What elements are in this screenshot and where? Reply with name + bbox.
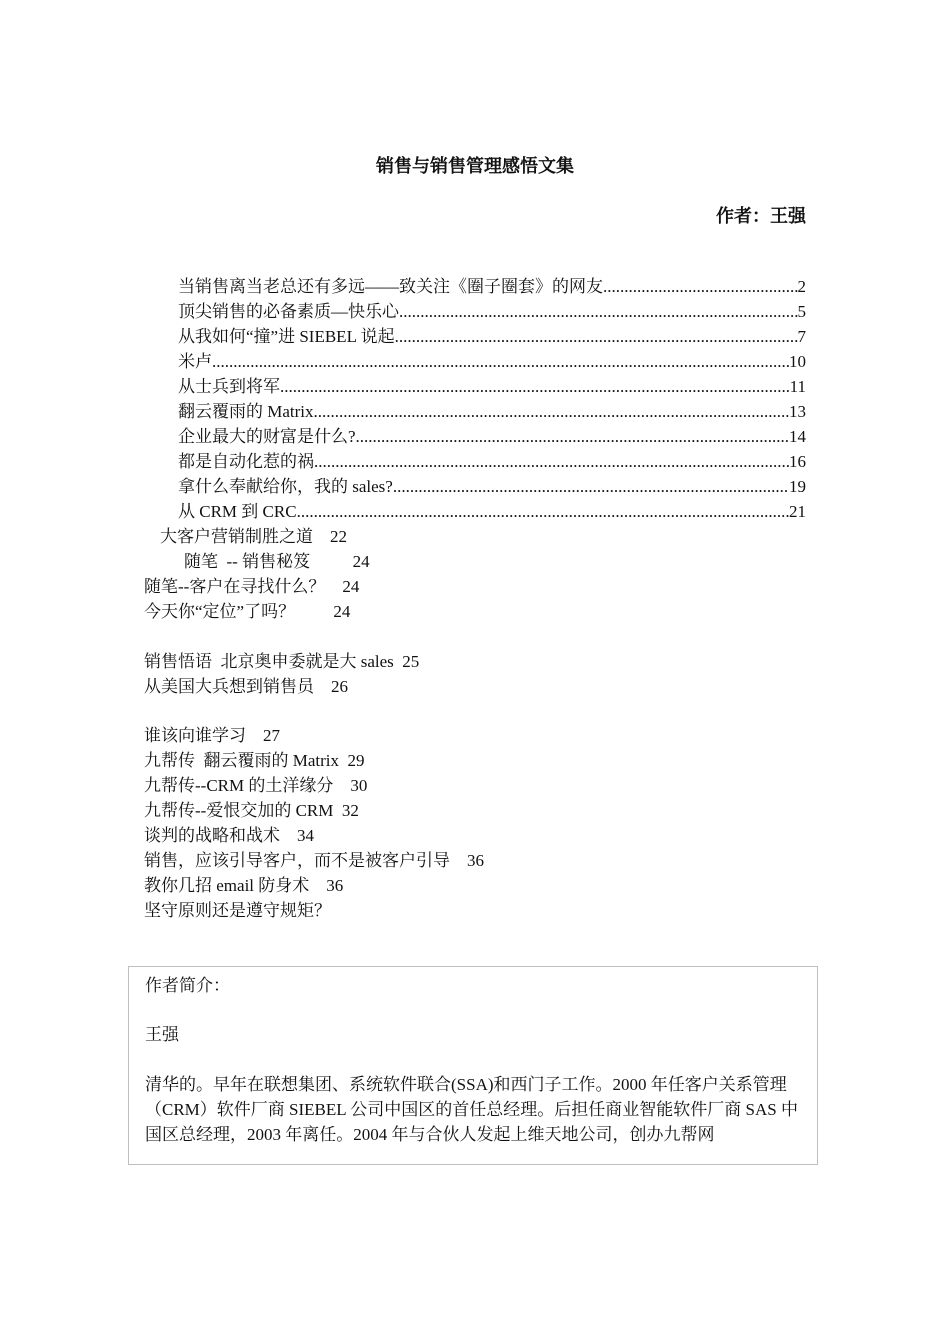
toc-entry-page: 10 xyxy=(789,352,806,371)
toc-entry[interactable] xyxy=(178,449,806,474)
article-line: 大客户营销制胜之道 22 xyxy=(160,527,347,546)
toc-entry-title: 翻云覆雨的 Matrix xyxy=(178,402,314,421)
article-line: 从美国大兵想到销售员 26 xyxy=(144,677,348,696)
article-line: 坚守原则还是遵守规矩？ xyxy=(144,901,331,920)
toc-entry-title: 从我如何“撞”进 SIEBEL 说起 xyxy=(178,327,395,346)
toc-leader-dots xyxy=(297,499,789,524)
toc-entry[interactable] xyxy=(178,374,806,399)
toc-leader-dots xyxy=(314,449,789,474)
article-line: 教你几招 email 防身术 36 xyxy=(144,876,344,895)
toc-entry-title: 企业最大的财富是什么? xyxy=(178,427,356,446)
article-line: 今天你“定位”了吗？ 24 xyxy=(144,602,351,621)
toc-leader-dots xyxy=(314,399,789,424)
author-line: 作者：王强 xyxy=(716,206,806,227)
toc-leader-dots xyxy=(393,474,789,499)
article-line: 九帮传--CRM 的土洋缘分 30 xyxy=(144,776,368,795)
toc-entry-page: 11 xyxy=(789,377,806,396)
toc-entry[interactable] xyxy=(178,474,806,499)
toc-entry[interactable] xyxy=(178,424,806,449)
toc-entry-title: 顶尖销售的必备素质—快乐心 xyxy=(178,302,399,321)
toc-entry-title: 米卢 xyxy=(178,352,212,371)
article-line: 销售悟语 北京奥申委就是大 sales 25 xyxy=(144,652,420,671)
toc-leader-dots xyxy=(399,299,798,324)
toc-entry-page: 2 xyxy=(797,277,806,296)
toc-leader-dots xyxy=(280,374,790,399)
toc-entry-page: 14 xyxy=(789,427,806,446)
toc-entry-page: 16 xyxy=(789,452,806,471)
toc-entry[interactable] xyxy=(178,349,806,374)
toc-entry-title: 从 CRM 到 CRC xyxy=(178,502,297,521)
toc-leader-dots xyxy=(395,324,798,349)
table-of-contents xyxy=(178,274,806,524)
toc-leader-dots xyxy=(212,349,789,374)
article-line: 谁该向谁学习 27 xyxy=(144,726,280,745)
toc-entry-page: 21 xyxy=(789,502,806,521)
article-line: 九帮传 翻云覆雨的 Matrix 29 xyxy=(144,751,365,770)
article-line: 随笔--客户在寻找什么？ 24 xyxy=(144,577,360,596)
toc-leader-dots xyxy=(356,424,789,449)
toc-entry-title: 从士兵到将军 xyxy=(178,377,280,396)
toc-entry[interactable] xyxy=(178,299,806,324)
toc-entry-title: 拿什么奉献给你，我的 sales? xyxy=(178,477,393,496)
article-line: 随笔 -- 销售秘笈 24 xyxy=(184,552,370,571)
article-line: 销售，应该引导客户，而不是被客户引导 36 xyxy=(144,851,484,870)
bio-name: 王强 xyxy=(145,1025,179,1045)
toc-leader-dots xyxy=(603,274,798,299)
toc-entry[interactable] xyxy=(178,274,806,299)
author-bio-box xyxy=(128,966,818,1165)
toc-entry-page: 5 xyxy=(797,302,806,321)
bio-label: 作者简介： xyxy=(145,976,230,995)
document-title: 销售与销售管理感悟文集 xyxy=(376,156,574,177)
toc-entry[interactable] xyxy=(178,324,806,349)
toc-entry-page: 19 xyxy=(789,477,806,496)
toc-entry-title: 都是自动化惹的祸 xyxy=(178,452,314,471)
toc-entry[interactable] xyxy=(178,399,806,424)
bio-text: 清华的。早年在联想集团、系统软件联合(SSA)和西门子工作。2000 年任客户关系管理（CRM）软件厂商 SIEBEL 公司中国区的首任总经理。后担任商业智能软件厂商 SAS 中国区总经理，2003 年离任。2004 年与合伙人发起上维天地公司，创办九帮网 xyxy=(145,1075,798,1144)
article-line: 九帮传--爱恨交加的 CRM 32 xyxy=(144,801,359,820)
article-line: 谈判的战略和战术 34 xyxy=(144,826,314,845)
toc-entry-title: 当销售离当老总还有多远——致关注《圈子圈套》的网友 xyxy=(178,277,603,296)
toc-entry-page: 13 xyxy=(789,402,806,421)
toc-entry-page: 7 xyxy=(797,327,806,346)
toc-entry[interactable] xyxy=(178,499,806,524)
